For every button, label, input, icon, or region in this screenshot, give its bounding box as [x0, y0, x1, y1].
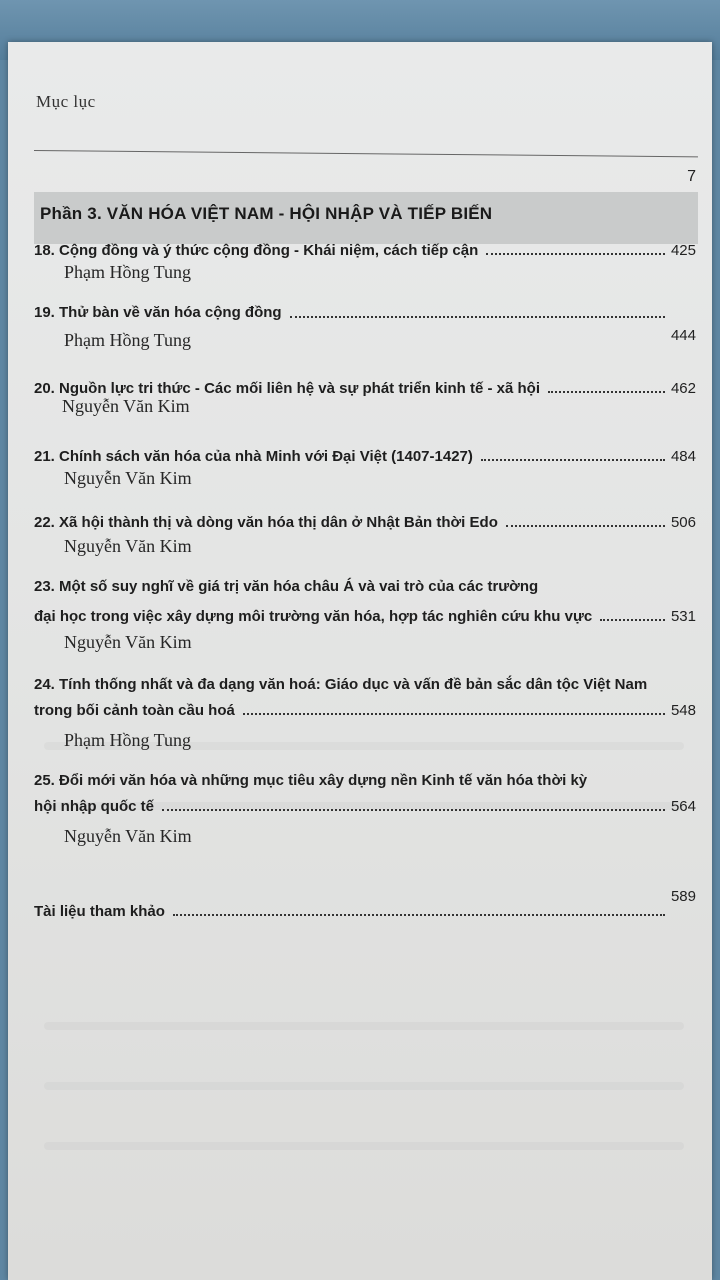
entry-page: 425	[670, 242, 696, 259]
entry-page: 484	[670, 448, 696, 465]
entry-page: 462	[670, 380, 696, 397]
toc-entry-references[interactable]	[34, 888, 696, 920]
leader-dots	[173, 914, 665, 916]
toc-entry-21[interactable]	[34, 448, 696, 465]
references-label: Tài liệu tham khảo	[34, 903, 165, 920]
entry-author: Nguyễn Văn Kim	[62, 396, 190, 416]
entry-page: 564	[670, 798, 696, 815]
toc-entry-24[interactable]	[34, 702, 696, 719]
leader-dots	[243, 713, 665, 715]
entry-title-line: 25. Đổi mới văn hóa và những mục tiêu xây dựng nền Kinh tế văn hóa thời kỳ	[34, 772, 588, 789]
entry-page: 531	[670, 608, 696, 625]
entry-title: đại học trong việc xây dựng môi trường văn hóa, hợp tác nghiên cứu khu vực	[34, 608, 593, 625]
leader-dots	[290, 316, 665, 318]
entry-author: Phạm Hồng Tung	[64, 730, 192, 750]
entry-title: hội nhập quốc tế	[34, 798, 154, 815]
entry-page: 548	[670, 702, 696, 719]
entry-author: Phạm Hồng Tung	[64, 262, 192, 282]
page-number: 7	[687, 168, 696, 185]
entry-page: 506	[670, 514, 696, 531]
leader-dots	[548, 391, 665, 393]
entry-author: Nguyễn Văn Kim	[64, 536, 192, 556]
entry-title: trong bối cảnh toàn cầu hoá	[34, 702, 235, 719]
entry-author: Phạm Hồng Tung	[64, 330, 192, 350]
toc-entry-20[interactable]	[34, 380, 696, 397]
leader-dots	[162, 809, 665, 811]
toc-entry-22[interactable]	[34, 514, 696, 531]
entry-title: 18. Cộng đồng và ý thức cộng đồng - Khái niệm, cách tiếp cận	[34, 242, 479, 259]
entry-title: 20. Nguồn lực tri thức - Các mối liên hệ và sự phát triển kinh tế - xã hội	[34, 380, 541, 397]
references-page: 589	[670, 888, 696, 905]
entry-title: 21. Chính sách văn hóa của nhà Minh với Đại Việt (1407-1427)	[34, 448, 473, 465]
leader-dots	[481, 459, 665, 461]
entry-author: Nguyễn Văn Kim	[64, 468, 192, 488]
leader-dots	[486, 253, 665, 255]
toc-entry-18[interactable]	[34, 242, 696, 259]
entry-page: 444	[670, 327, 696, 344]
entry-title: 22. Xã hội thành thị và dòng văn hóa thị dân ở Nhật Bản thời Edo	[34, 514, 498, 531]
toc-entry-25[interactable]	[34, 798, 696, 815]
running-head: Mục lục	[36, 92, 96, 111]
entry-title: 19. Thử bàn về văn hóa cộng đồng	[34, 304, 282, 321]
entry-title-line: 24. Tính thống nhất và đa dạng văn hoá: Giáo dục và vấn đề bản sắc dân tộc Việt Nam	[34, 676, 648, 693]
part-heading: Phần 3. VĂN HÓA VIỆT NAM - HỘI NHẬP VÀ TIẾP BIẾN	[34, 192, 698, 244]
entry-title-line: 23. Một số suy nghĩ về giá trị văn hóa châu Á và vai trò của các trường	[34, 578, 539, 595]
leader-dots	[600, 619, 665, 621]
entry-author: Nguyễn Văn Kim	[64, 826, 192, 846]
toc-entry-23[interactable]	[34, 608, 696, 625]
leader-dots	[506, 525, 665, 527]
entry-author: Nguyễn Văn Kim	[64, 632, 192, 652]
